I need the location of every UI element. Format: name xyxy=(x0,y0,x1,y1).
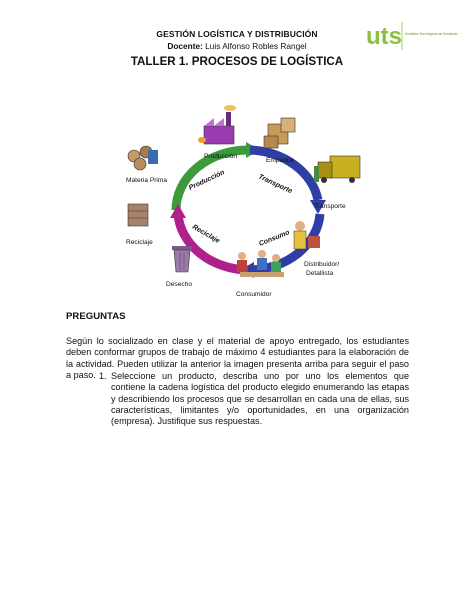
node-label-transporte: Transporte xyxy=(314,203,346,210)
node-label-produccion: Producción xyxy=(204,153,237,160)
logo-subtext: Unidades Tecnológicas de Santander xyxy=(405,32,458,36)
recycling-icon xyxy=(128,204,148,226)
node-label-empaque: Empaque xyxy=(266,157,295,164)
consumers-icon xyxy=(237,250,284,277)
list-item-number: 1. xyxy=(99,371,107,381)
logo-text: uts xyxy=(366,23,402,50)
teacher-label: Docente: xyxy=(167,41,203,51)
uts-logo xyxy=(364,18,458,54)
arc-label-consumo: Consumo xyxy=(258,229,291,248)
arc-label-produccion: Producción xyxy=(187,169,226,192)
teacher-name: Luis Alfonso Robles Rangel xyxy=(202,41,307,51)
node-label-consumidor: Consumidor xyxy=(236,291,272,298)
node-label-desecho: Desecho xyxy=(166,281,193,288)
boxes-icon xyxy=(264,118,295,148)
factory-icon xyxy=(198,105,236,144)
node-label-detallista: Detallista xyxy=(306,270,334,277)
page-title: TALLER 1. PROCESOS DE LOGÍSTICA xyxy=(130,55,344,68)
intro-paragraph: Según lo socializado en clase y el material de apoyo entregado, los estudiantes deben conformar grupos de trabajo de máximo 4 estudiantes para la elaboración de la actividad. Pueden utilizar la anterior la imagen presenta arriba para seguir el paso a paso. xyxy=(66,336,409,380)
node-label-reciclaje: Reciclaje xyxy=(126,239,153,246)
trash-can-icon xyxy=(172,246,192,272)
raw-materials-icon xyxy=(128,146,158,170)
arc-label-transporte: Transporte xyxy=(257,173,294,196)
logistics-cycle-diagram xyxy=(118,100,368,305)
course-title: GESTIÓN LOGÍSTICA Y DISTRIBUCIÓN xyxy=(156,29,318,39)
list-item: Seleccione un producto, describa uno por uno los elementos que contiene la cadena logística del producto elegido enumerando las etapas y describiendo los procesos que se desarrollan en cada una de ellas, sus características, limitantes y/o oportunidades, en una organización (empresa). Justifique sus respuestas. xyxy=(111,371,409,427)
node-label-distribuidor: Distribuidor/ xyxy=(304,261,340,268)
truck-icon xyxy=(314,156,360,183)
arc-label-reciclaje: Reciclaje xyxy=(191,223,221,245)
section-heading: PREGUNTAS xyxy=(66,311,126,322)
node-label-materia-prima: Materia Prima xyxy=(126,177,168,184)
